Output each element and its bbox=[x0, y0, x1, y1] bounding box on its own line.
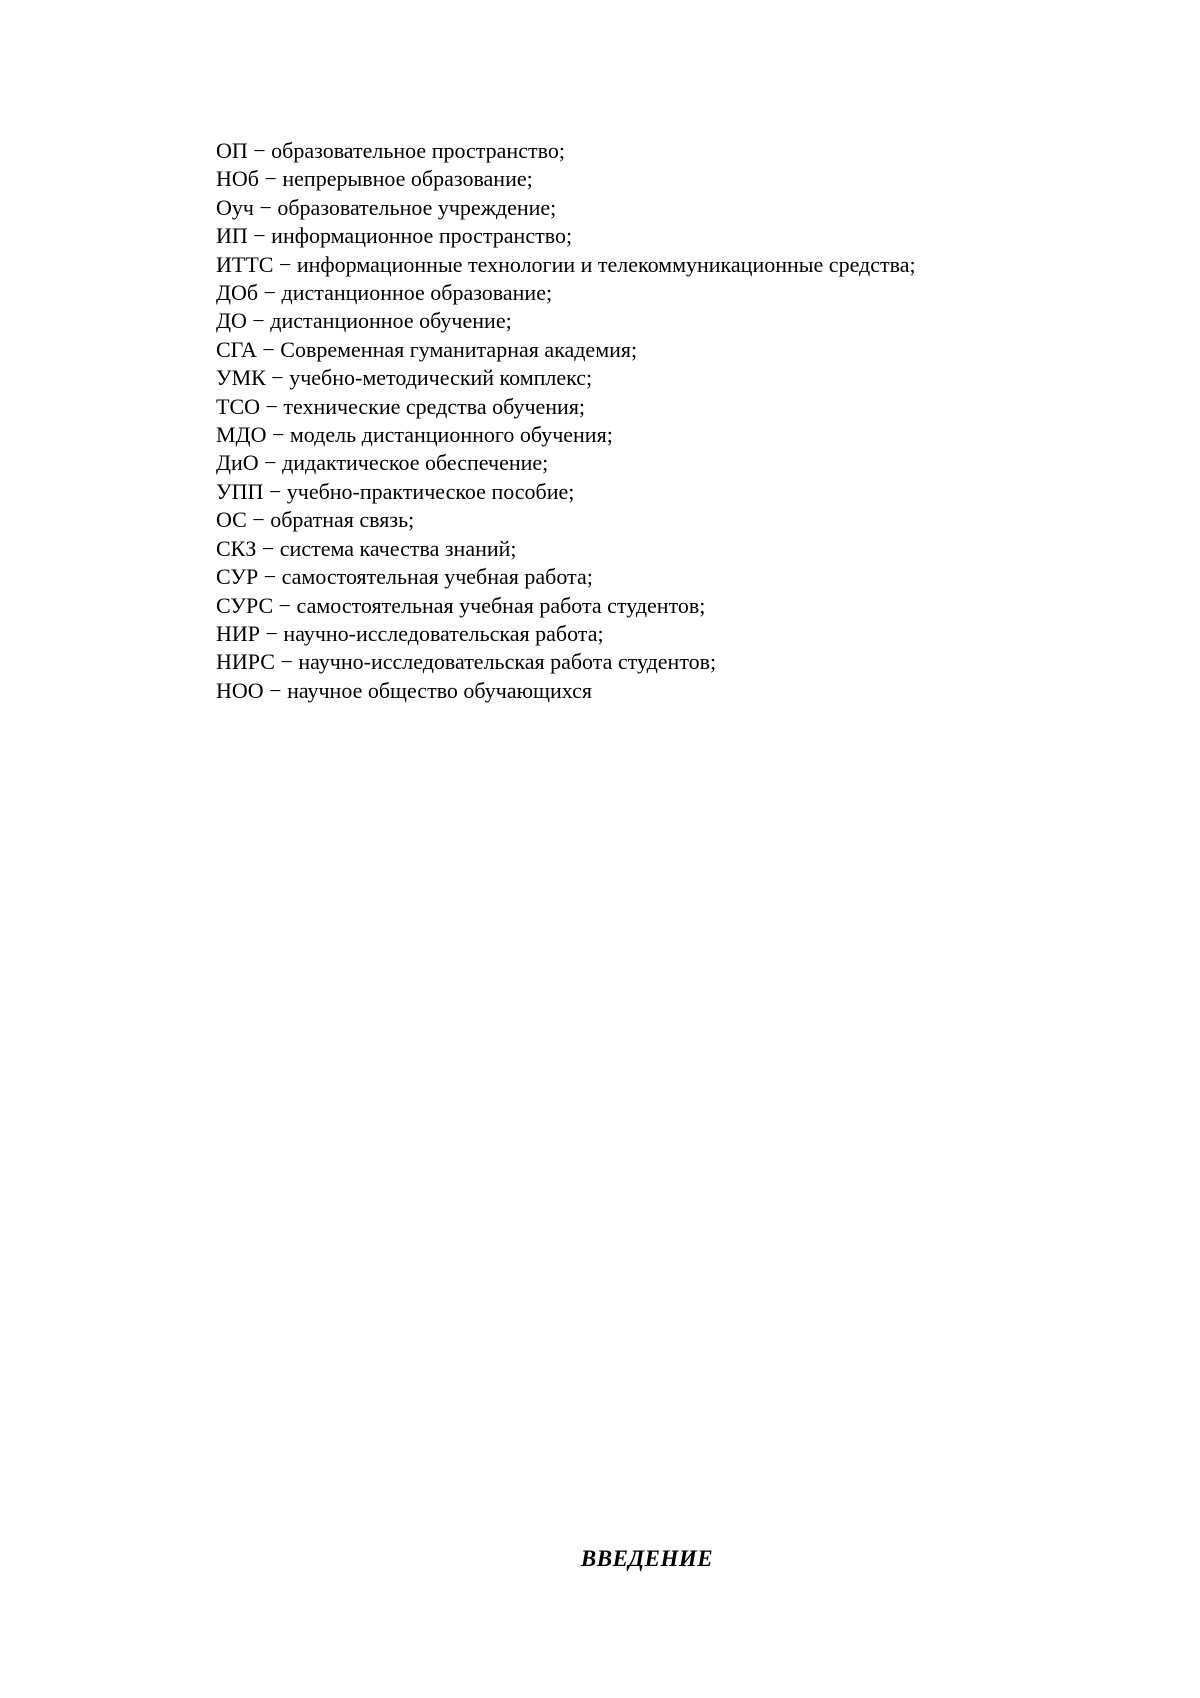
abbreviation-item: СКЗ − система качества знаний; bbox=[216, 535, 517, 561]
abbreviation-list bbox=[216, 137, 916, 705]
abbreviation-item: ОС − обратная связь; bbox=[216, 507, 415, 533]
abbreviation-item: ДО − дистанционное обучение; bbox=[216, 308, 512, 334]
abbreviation-item: НОО − научное общество обучающихся bbox=[216, 677, 593, 703]
abbreviation-item: ИП − информационное пространство; bbox=[216, 223, 573, 249]
abbreviation-item: ИТТС − информационные технологии и телекоммуникационные средства; bbox=[216, 251, 916, 277]
abbreviation-item: СУР − самостоятельная учебная работа; bbox=[216, 564, 593, 590]
abbreviation-item: МДО − модель дистанционного обучения; bbox=[216, 422, 613, 448]
abbreviation-item: СГА − Современная гуманитарная академия; bbox=[216, 336, 638, 362]
abbreviation-item: ОП − образовательное пространство; bbox=[216, 138, 565, 163]
abbreviation-item: НИРС − научно-исследовательская работа студентов; bbox=[216, 649, 717, 675]
abbreviation-item: НОб − непрерывное образование; bbox=[216, 166, 533, 192]
abbreviation-item: УМК − учебно-методический комплекс; bbox=[216, 365, 593, 391]
abbreviation-item: ТСО − технические средства обучения; bbox=[216, 393, 586, 419]
abbreviation-item: Оуч − образовательное учреждение; bbox=[216, 194, 557, 220]
section-heading-introduction: ВВЕДЕНИЕ bbox=[580, 1546, 714, 1571]
abbreviation-item: НИР − научно-исследовательская работа; bbox=[216, 620, 604, 646]
abbreviation-item: ДОб − дистанционное образование; bbox=[216, 280, 553, 306]
abbreviation-item: ДиО − дидактическое обеспечение; bbox=[216, 450, 549, 476]
abbreviation-item: СУРС − самостоятельная учебная работа студентов; bbox=[216, 592, 706, 618]
abbreviation-item: УПП − учебно-практическое пособие; bbox=[216, 478, 575, 504]
